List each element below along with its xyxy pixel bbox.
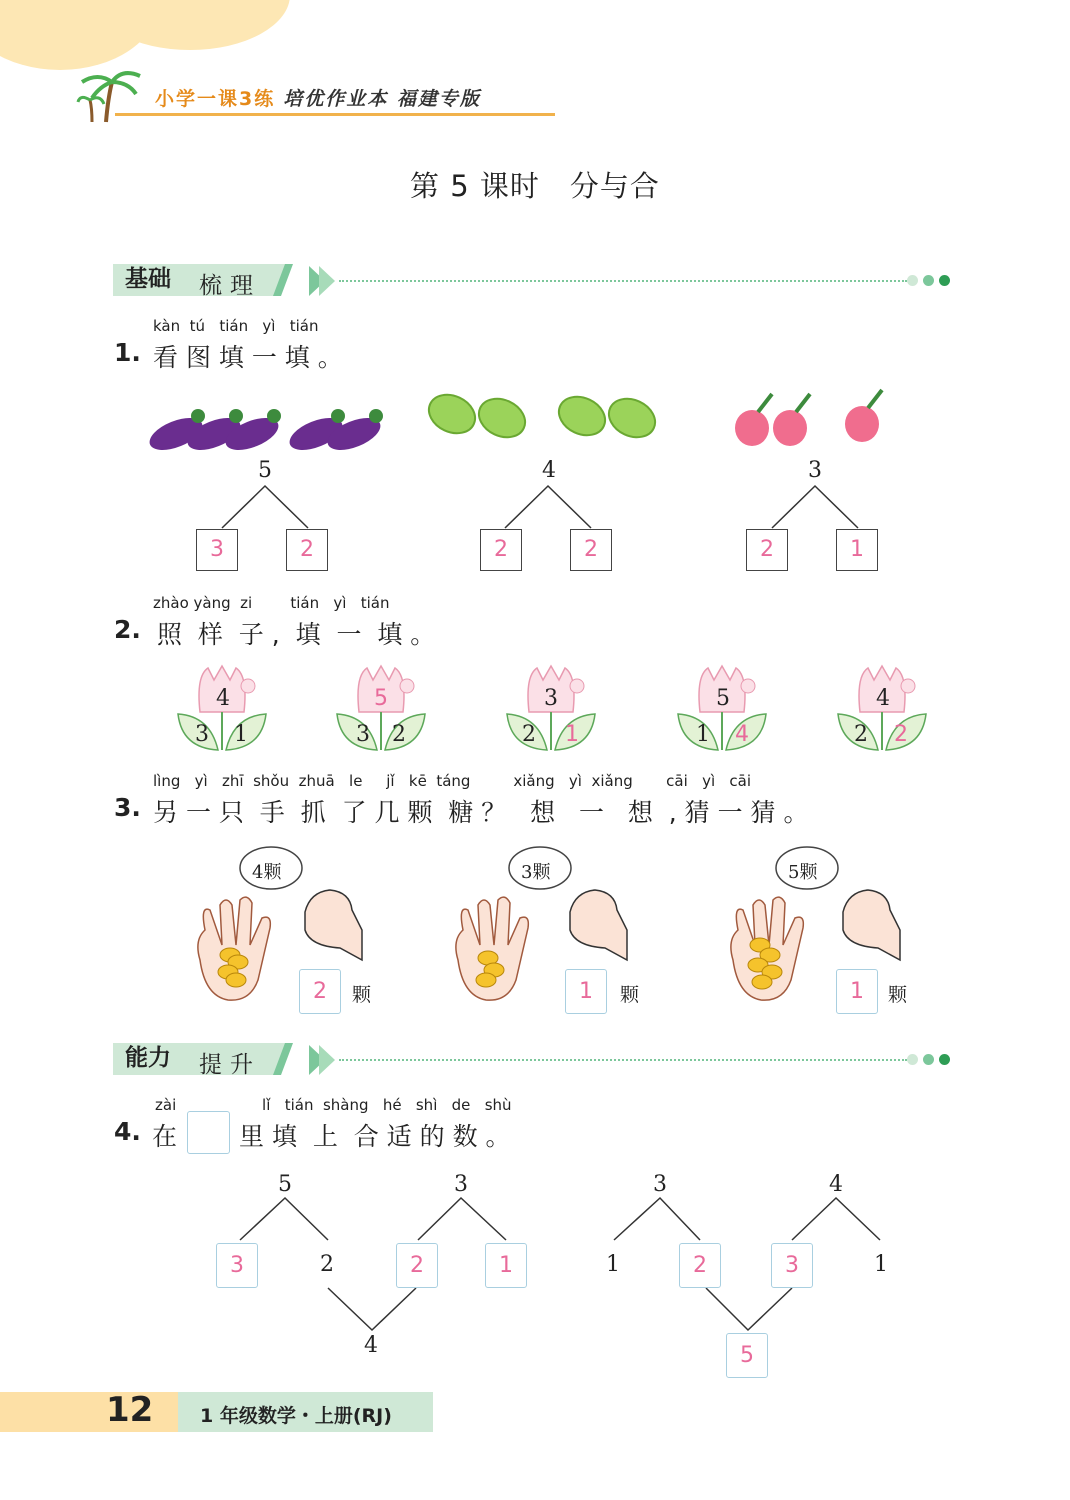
q4-d1-plain: 2 [320, 1252, 334, 1277]
q2-flower2-top[interactable]: 5 [374, 686, 388, 711]
q4-d4-plain: 1 [874, 1252, 888, 1277]
page-number: 12 [106, 1390, 154, 1430]
q1-group3-left-box[interactable]: 2 [746, 529, 788, 571]
q2-flower3-top: 3 [544, 686, 558, 711]
q3-hand2-bubble: 3颗 [521, 862, 551, 883]
q3-hand1-bubble: 4颗 [252, 862, 282, 883]
q1-group2-left-box[interactable]: 2 [480, 529, 522, 571]
q3-text: 另 一 只 手 抓 了 几 颗 糖 ？ 想 一 想 , 猜 一 猜 。 [153, 798, 809, 827]
q2-flower5-left: 2 [854, 722, 868, 747]
q4-d1-box[interactable]: 3 [216, 1243, 258, 1288]
q1-group3-right-box[interactable]: 1 [836, 529, 878, 571]
q4-d3-plain: 1 [606, 1252, 620, 1277]
q3-number: 3. [114, 793, 141, 822]
header-subtitle: 培优作业本 福建专版 [283, 88, 481, 110]
q1-group1-left-box[interactable]: 3 [196, 529, 238, 571]
q4-d1-bottom: 4 [364, 1333, 378, 1358]
q2-flower2-right: 2 [392, 722, 406, 747]
q3-hand3-bubble: 5颗 [788, 862, 818, 883]
q1-number: 1. [114, 338, 141, 367]
section-label-ability-1: 能力 [125, 1045, 171, 1071]
q4-d4-box[interactable]: 3 [771, 1243, 813, 1288]
q3-hand2-answer-box[interactable]: 1 [565, 969, 607, 1014]
q4-d1-top: 5 [278, 1172, 292, 1197]
q2-flower1-right: 1 [234, 722, 248, 747]
q4-d3-box[interactable]: 2 [679, 1243, 721, 1288]
q4-d4-top: 4 [829, 1172, 843, 1197]
q2-flower1-top: 4 [216, 686, 230, 711]
q2-text: 照 样 子 , 填 一 填 。 [157, 620, 436, 649]
q4-text-before: 在 [152, 1122, 178, 1151]
footer-text: 1 年级数学・上册(RJ) [200, 1405, 392, 1427]
section-label-basic-1: 基础 [125, 266, 171, 292]
q3-hand3-unit: 颗 [888, 984, 908, 1006]
lesson-title: 第 5 课时 分与合 [410, 169, 660, 203]
q1-group3-total: 3 [808, 458, 822, 483]
q2-flower4-top: 5 [716, 686, 730, 711]
q2-flower5-right[interactable]: 2 [894, 722, 908, 747]
q3-hand1-unit: 颗 [352, 984, 372, 1006]
header-brand: 小学一课3练 [155, 88, 276, 110]
q2-flower4-left: 1 [696, 722, 710, 747]
q1-group1-right-box[interactable]: 2 [286, 529, 328, 571]
q2-number: 2. [114, 615, 141, 644]
q4-text-after: 里 填 上 合 适 的 数 。 [239, 1122, 511, 1151]
q4-d2-left-box[interactable]: 2 [396, 1243, 438, 1288]
q4-number: 4. [114, 1117, 141, 1146]
q4-d2-top: 3 [454, 1172, 468, 1197]
q2-pinyin: zhào yàng zi tián yì tián [153, 594, 390, 612]
q3-pinyin: lìng yì zhī shǒu zhuā le jǐ kē táng xiǎng yì xiǎng cāi yì cāi [153, 772, 752, 790]
section-label-basic-2: 梳理 [199, 273, 261, 299]
q3-hand1-answer-box[interactable]: 2 [299, 969, 341, 1014]
q4-d2-right-box[interactable]: 1 [485, 1243, 527, 1288]
q1-text: 看 图 填 一 填 。 [153, 343, 343, 372]
q3-hand2-unit: 颗 [620, 984, 640, 1006]
q3-hand3-answer-box[interactable]: 1 [836, 969, 878, 1014]
q2-flower5-top: 4 [876, 686, 890, 711]
q4-d3-bottom-box[interactable]: 5 [726, 1333, 768, 1378]
q4-pinyin: zài lǐ tián shàng hé shì de shù [155, 1096, 512, 1114]
q2-flower3-right[interactable]: 1 [565, 722, 579, 747]
q2-flower1-left: 3 [195, 722, 209, 747]
section-label-ability-2: 提升 [199, 1052, 261, 1078]
q2-flower4-right[interactable]: 4 [735, 722, 749, 747]
q1-group2-right-box[interactable]: 2 [570, 529, 612, 571]
q1-group2-total: 4 [542, 458, 556, 483]
q2-flower2-left: 3 [356, 722, 370, 747]
q4-d3-top: 3 [653, 1172, 667, 1197]
q1-pinyin: kàn tú tián yì tián [153, 317, 319, 335]
q2-flower3-left: 2 [522, 722, 536, 747]
q1-group1-total: 5 [258, 458, 272, 483]
